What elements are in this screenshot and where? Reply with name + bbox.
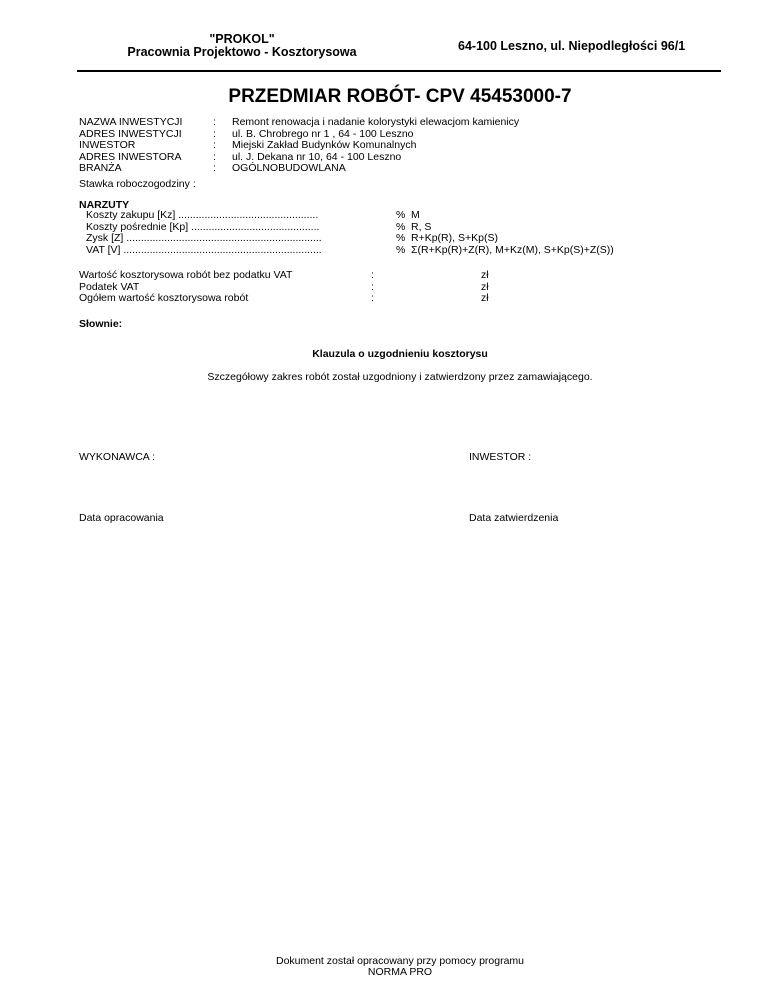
info-label-name: NAZWA INWESTYCJI <box>79 116 183 128</box>
markup-unit: % <box>396 209 406 221</box>
total-label-net: Wartość kosztorysowa robót bez podatku VAT <box>79 269 293 281</box>
info-separator: : <box>213 150 216 163</box>
markup-label-purchase: Koszty zakupu [Kz] ................................................ <box>86 209 319 221</box>
contractor-label: WYKONAWCA : <box>79 451 156 463</box>
company-address: 64-100 Leszno, ul. Niepodległości 96/1 <box>458 39 686 53</box>
total-currency: zł <box>481 269 489 281</box>
markup-basis-vat: Σ(R+Kp(R)+Z(R), M+Kz(M), S+Kp(S)+Z(S)) <box>411 243 614 256</box>
totals-labels <box>79 270 292 305</box>
info-value-investor-address: ul. J. Dekana nr 10, 64 - 100 Leszno <box>232 150 402 163</box>
investor-label: INWESTOR : <box>469 451 532 463</box>
info-label-investor-address: ADRES INWESTORA <box>79 150 182 163</box>
info-separator: : <box>213 139 216 151</box>
company-name: "PROKOL" <box>209 32 275 46</box>
clause-heading: Klauzula o uzgodnieniu kosztorysu <box>312 348 488 360</box>
markup-label-indirect: Koszty pośrednie [Kp] ............................................ <box>86 220 320 233</box>
page-title: PRZEDMIAR ROBÓT- CPV 45453000-7 <box>228 86 572 107</box>
total-separator: : <box>371 269 374 281</box>
labour-rate-label: Stawka roboczogodziny : <box>79 178 196 190</box>
clause-text: Szczegółowy zakres robót został uzgodniony i zatwierdzony przez zamawiającego. <box>207 371 593 383</box>
markup-unit: % <box>396 232 406 244</box>
markup-basis-purchase: M <box>411 209 420 221</box>
header-divider <box>77 70 721 72</box>
info-separator: : <box>213 162 216 174</box>
markup-unit: % <box>396 220 406 233</box>
markup-basis-indirect: R, S <box>411 220 432 233</box>
footer-line-1: Dokument został opracowany przy pomocy programu <box>275 955 525 967</box>
markups-heading: NARZUTY <box>79 199 130 211</box>
total-currency: zł <box>481 280 489 293</box>
info-value-name: Remont renowacja i nadanie kolorystyki elewacjom kamienicy <box>232 116 520 128</box>
total-currency: zł <box>481 292 489 304</box>
info-separators <box>213 117 216 175</box>
totals-currency <box>481 270 489 305</box>
markup-unit: % <box>396 243 406 256</box>
info-separator: : <box>213 127 216 140</box>
info-label-investor: INWESTOR <box>79 139 136 151</box>
markup-basis-profit: R+Kp(R), S+Kp(S) <box>411 232 498 244</box>
company-subtitle: Pracownia Projektowo - Kosztorysowa <box>127 45 357 59</box>
markups-labels <box>86 210 322 256</box>
prepared-date-label: Data opracowania <box>79 512 164 524</box>
markup-label-profit: Zysk [Z] ................................................................... <box>86 232 322 244</box>
info-label-branch: BRANŻA <box>79 162 122 174</box>
info-separator: : <box>213 116 216 128</box>
info-label-address: ADRES INWESTYCJI <box>79 127 182 140</box>
total-label-vat: Podatek VAT <box>79 280 140 293</box>
footer-line-2: NORMA PRO <box>367 966 433 978</box>
markup-label-vat: VAT [V] .................................................................... <box>86 243 322 256</box>
info-value-address: ul. B. Chrobrego nr 1 , 64 - 100 Leszno <box>232 127 414 140</box>
approved-date-label: Data zatwierdzenia <box>469 512 559 524</box>
markups-basis <box>411 210 614 256</box>
totals-separators <box>371 270 374 305</box>
total-separator: : <box>371 292 374 304</box>
info-value-branch: OGÓLNOBUDOWLANA <box>232 162 346 174</box>
total-label-gross: Ogółem wartość kosztorysowa robót <box>79 292 249 304</box>
total-separator: : <box>371 280 374 293</box>
info-labels <box>79 117 182 175</box>
in-words-label: Słownie: <box>79 318 123 330</box>
markups-units <box>396 210 405 256</box>
info-value-investor: Miejski Zakład Budynków Komunalnych <box>232 139 417 151</box>
info-values <box>232 117 519 175</box>
